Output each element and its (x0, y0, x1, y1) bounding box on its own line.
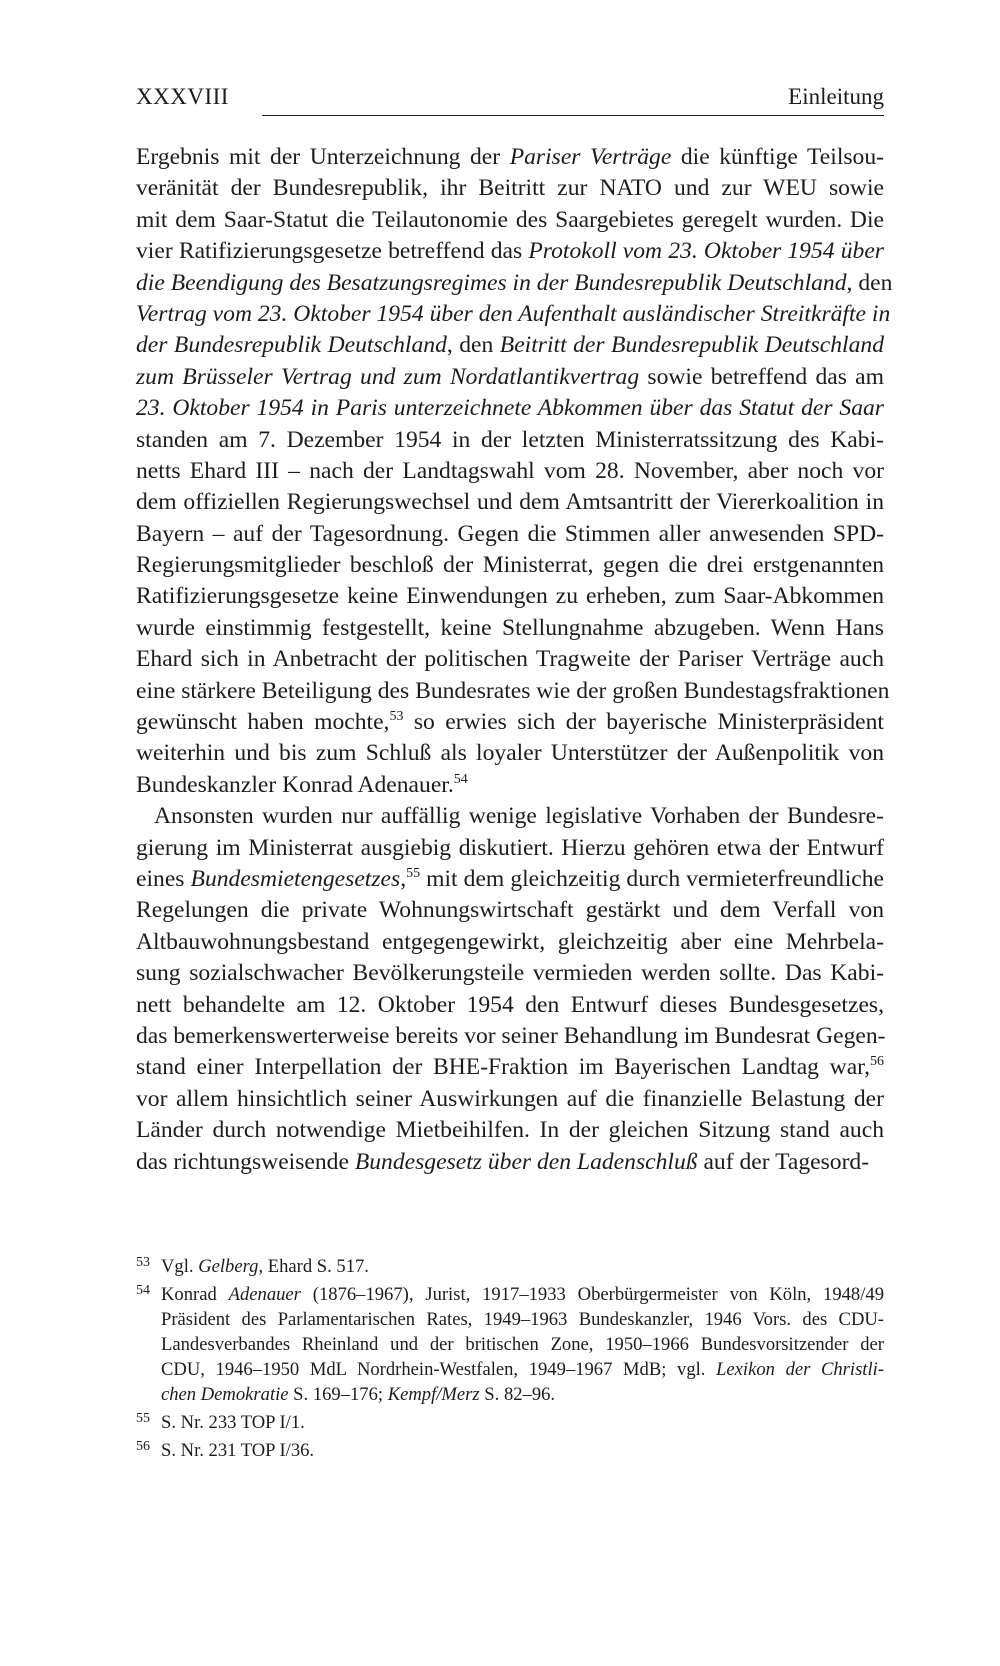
text-line (136, 895, 884, 926)
text-line (136, 707, 884, 738)
italic-text: zum Brüsseler Vertrag und zum Nordatlantikvertrag (136, 363, 640, 390)
text-line (136, 425, 884, 456)
text-line (136, 770, 884, 801)
text-run: Konrad (161, 1284, 229, 1305)
page-header (136, 82, 884, 118)
text-run: Präsident des Parlamentarischen Rates, 1949–1963 Bundeskanzler, 1946 Vors. des CDU- (161, 1309, 884, 1330)
text-run: dem offiziellen Regierungswechsel und dem Amtsantritt der Viererkoalition in (136, 489, 884, 516)
page-number: XXXVIII (136, 84, 229, 109)
text-line (136, 644, 884, 675)
text-run: auf der Tagesord- (697, 1148, 870, 1175)
text-line (136, 864, 884, 895)
text-run: , den (446, 332, 500, 359)
text-run: mit dem Saar-Statut die Teilautonomie des Saargebietes geregelt wurden. Die (136, 206, 884, 233)
footnote-ref: 55 (406, 865, 421, 881)
text-run: sung sozialschwacher Bevölkerungsteile vermieden werden sollte. Das Kabi- (136, 960, 884, 987)
text-run: sowie betreffend das am (639, 363, 884, 390)
text-run: Bundeskanzler Konrad Adenauer. (136, 771, 454, 798)
footnote-line (161, 1332, 884, 1357)
footnote-number: 56 (136, 1439, 150, 1454)
text-line (136, 142, 884, 173)
text-line (136, 393, 884, 424)
text-line (136, 456, 884, 487)
text-run: , den (846, 269, 893, 296)
text-run: eines (136, 865, 191, 892)
text-line (136, 1147, 884, 1178)
text-run: Altbauwohnungsbestand entgegengewirkt, gleichzeitig aber eine Mehrbela- (136, 928, 884, 955)
footnote (136, 1282, 884, 1407)
italic-text: Gelberg (198, 1256, 259, 1277)
text-line (136, 550, 884, 581)
footnote-text (161, 1282, 884, 1407)
text-run: stand einer Interpellation der BHE-Fraktion im Bayerischen Landtag war, (136, 1054, 870, 1081)
italic-text: Adenauer (228, 1284, 301, 1305)
text-line (136, 990, 884, 1021)
italic-text: Pariser Verträge (509, 144, 672, 170)
text-run: eine stärkere Beteiligung des Bundesrates wie der großen Bundestagsfraktionen (136, 677, 890, 704)
text-run: S. 82–96. (479, 1384, 556, 1405)
text-run: veränität der Bundesrepublik, ihr Beitritt zur NATO und zur WEU sowie (136, 175, 884, 202)
italic-text: Bundesmietengesetzes (190, 865, 401, 892)
footnote-line (161, 1282, 884, 1307)
text-line (136, 613, 884, 644)
text-run: , Ehard S. 517. (258, 1256, 369, 1277)
footnote-ref: 54 (453, 771, 468, 787)
italic-text: Kempf/Merz (387, 1384, 480, 1405)
text-line (136, 487, 884, 518)
text-line (136, 1052, 884, 1083)
footnote (136, 1410, 884, 1435)
text-line (136, 173, 884, 204)
text-run: Ehard sich in Anbetracht der politischen Tragweite der Pariser Verträge auch (136, 646, 884, 673)
italic-text: die Beendigung des Besatzungsregimes in der Bundesrepublik Deutschland (136, 269, 847, 296)
italic-text: Protokoll vom 23. Oktober 1954 über (528, 238, 884, 265)
footnote (136, 1438, 884, 1463)
footnote-number: 55 (136, 1411, 150, 1426)
text-run: Bayern – auf der Tagesordnung. Gegen die Stimmen aller anwesenden SPD- (136, 520, 884, 547)
text-run: wurde einstimmig festgestellt, keine Stellungnahme abzugeben. Wenn Hans (136, 614, 884, 641)
text-line (136, 519, 884, 550)
italic-text: Vertrag vom 23. Oktober 1954 über den Aufenthalt ausländischer Streitkräfte in (136, 300, 891, 327)
italic-text: der Bundesrepublik Deutschland (136, 332, 447, 359)
text-line (136, 738, 884, 769)
footnote-line (161, 1382, 884, 1407)
text-line (136, 833, 884, 864)
text-line (136, 299, 891, 330)
text-run: weiterhin und bis zum Schluß als loyaler Unterstützer der Außenpolitik von (136, 740, 884, 767)
footnote-line (161, 1357, 884, 1382)
footnote-number: 54 (136, 1283, 150, 1298)
text-run: das richtungsweisende (136, 1148, 355, 1175)
text-run: gierung im Ministerrat ausgiebig diskutiert. Hierzu gehören etwa der Entwurf (136, 834, 884, 861)
text-line (136, 801, 884, 832)
text-line (136, 205, 884, 236)
text-line (136, 330, 884, 361)
footnotes (136, 1254, 884, 1466)
text-run: vier Ratifizierungsgesetze betreffend das (136, 238, 529, 265)
text-run: Vgl. (161, 1256, 199, 1277)
text-line (136, 1084, 884, 1115)
text-line (136, 1115, 884, 1146)
text-run: das bemerkenswerterweise bereits vor seiner Behandlung im Bundesrat Gegen- (136, 1022, 886, 1049)
header-rule (262, 115, 884, 116)
text-line (136, 581, 884, 612)
text-line (136, 958, 884, 989)
text-run: nett behandelte am 12. Oktober 1954 den Entwurf dieses Bundesgesetzes, (136, 991, 884, 1018)
text-run: (1876–1967), Jurist, 1917–1933 Oberbürgermeister von Köln, 1948/49 (300, 1284, 884, 1305)
text-run: mit dem gleichzeitig durch vermieterfreundliche (420, 865, 884, 892)
footnote (136, 1254, 884, 1279)
text-run: netts Ehard III – nach der Landtagswahl vom 28. November, aber noch vor (136, 457, 884, 484)
text-run: Ansonsten wurden nur auffällig wenige legislative Vorhaben der Bundesre- (154, 803, 884, 830)
text-run: CDU, 1946–1950 MdL Nordrhein-Westfalen, 1949–1967 MdB; vgl. (161, 1359, 717, 1380)
text-run: vor allem hinsichtlich seiner Auswirkungen auf die finanzielle Belastung der (136, 1085, 884, 1112)
italic-text: chen Demokratie (161, 1384, 289, 1405)
text-line (136, 268, 893, 299)
text-run: die künftige Teilsou- (671, 144, 885, 170)
body-text (136, 142, 893, 1178)
text-run: Regelungen die private Wohnungswirtschaft gestärkt und dem Verfall von (136, 897, 884, 924)
footnote-text (161, 1438, 884, 1463)
italic-text: 23. Oktober 1954 in Paris unterzeichnete Abkommen über das Statut der Saar (136, 395, 884, 422)
text-run: Ergebnis mit der Unterzeichnung der (136, 144, 510, 170)
italic-text: Bundesgesetz über den Ladenschluß (354, 1148, 698, 1175)
italic-text: Lexikon der Christli- (716, 1359, 885, 1380)
footnote-line (161, 1438, 884, 1463)
text-run: , (400, 865, 407, 892)
text-line (136, 362, 884, 393)
footnote-line (161, 1307, 884, 1332)
text-line (136, 236, 884, 267)
text-run: Regierungsmitglieder beschloß der Ministerrat, gegen die drei erstgenannten (136, 552, 884, 579)
text-run: S. Nr. 233 TOP I/1. (161, 1412, 305, 1433)
footnote-line (161, 1410, 884, 1435)
footnote-ref: 56 (870, 1054, 884, 1070)
footnote-text (161, 1410, 884, 1435)
text-run: Länder durch notwendige Mietbeihilfen. In der gleichen Sitzung stand auch (136, 1117, 884, 1144)
text-run: so erwies sich der bayerische Ministerpräsident (403, 709, 884, 736)
running-title: Einleitung (788, 84, 884, 109)
italic-text: Beitritt der Bundesrepublik Deutschland (499, 332, 884, 359)
text-run: gewünscht haben mochte, (136, 709, 390, 736)
text-run: standen am 7. Dezember 1954 in der letzten Ministerratssitzung des Kabi- (136, 426, 884, 453)
footnote-text (161, 1254, 884, 1279)
footnote-number: 53 (136, 1255, 150, 1270)
text-line (136, 1021, 884, 1052)
footnote-ref: 53 (389, 709, 404, 725)
text-run: Landesverbandes Rheinland und der britischen Zone, 1950–1966 Bundesvorsitzender der (161, 1334, 884, 1355)
text-run: S. 169–176; (288, 1384, 388, 1405)
text-line (136, 676, 890, 707)
text-run: S. Nr. 231 TOP I/36. (161, 1440, 315, 1461)
text-line (136, 927, 884, 958)
text-run: Ratifizierungsgesetze keine Einwendungen zu erheben, zum Saar-Abkommen (136, 583, 884, 610)
footnote-line (161, 1254, 884, 1279)
